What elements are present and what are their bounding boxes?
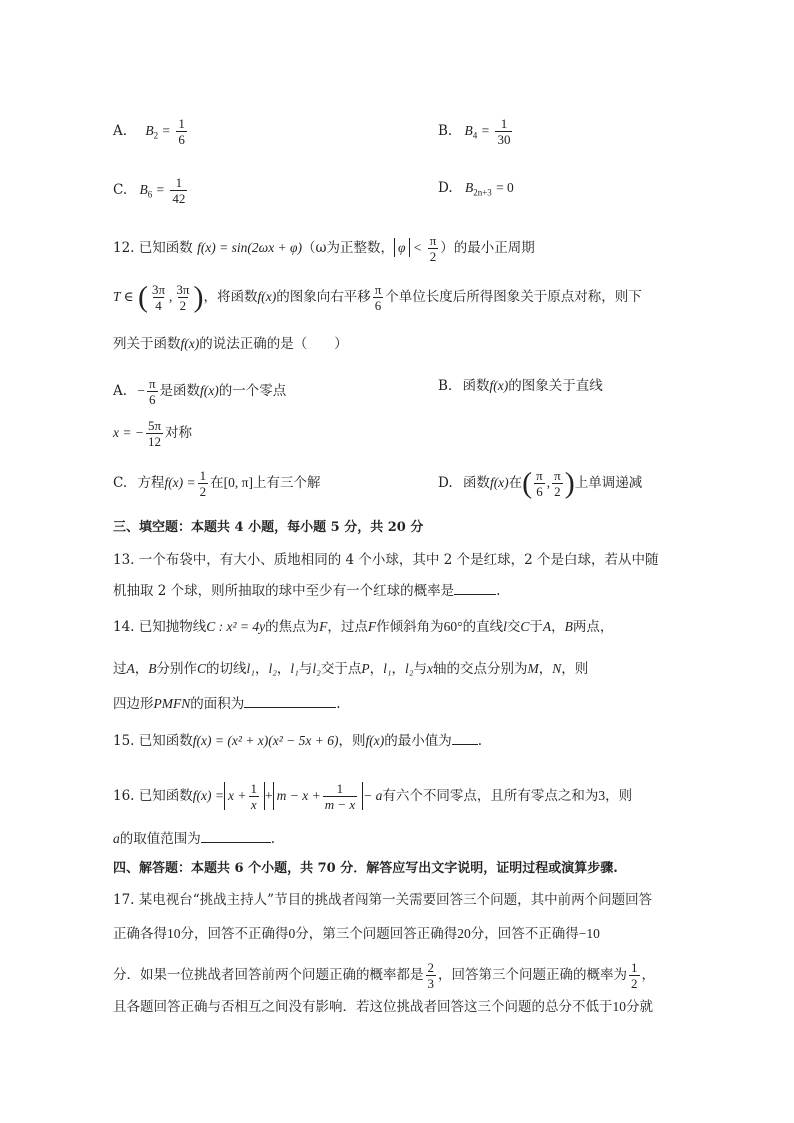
q16-line1: 16. 已知函数f(x) = x + $\frac{1}{x}$ + m − x + $\frac{1}{m - x}$ − a有六个不同零点，且所有零点之和为3，则 [113,781,633,812]
fraction: $\frac{1}{2}$ [631,960,638,991]
fraction: $\frac{5\pi}{12}$ [147,418,162,449]
q14-line1: 14. 已知抛物线C : x² = 4y的焦点为F，过点F作倾斜角为60°的直线l交C于A，B两点， [113,619,614,635]
q17-line4: 且各题回答正确与否相互之间没有影响．若这位挑战者回答这三个问题的总分不低于10分就 [113,999,653,1015]
fraction: $\frac{\pi}{2}$ [554,468,561,499]
fraction: $\frac{\pi}{6}$ [148,376,156,407]
answer-blank[interactable] [452,730,478,745]
answer-blank[interactable] [454,580,496,595]
q17-line1: 17. 某电视台“挑战主持人”节目的挑战者闯第一关需要回答三个问题，其中前两个问题回答 [113,892,653,908]
fraction: $\frac{1}{2}$ [199,468,207,499]
q12-stem-line2: T ∈ ( $\frac{3\pi}{4}$ , $\frac{3\pi}{2}$ )，将函数f(x)的图象向右平移 $\frac{\pi}{6}$ 个单位长度后所得图象关于原点对称，则下 [113,280,642,314]
absolute-value: x + $\frac{1}{x}$ [224,782,265,810]
q14-line3: 四边形PMFN的面积为 . [113,693,341,714]
q14-line2: 过A，B分别作C的切线l₁，l₂，l₁与l₂交于点P，l₁，l₂与x轴的交点分别为M，N，则 [113,661,589,677]
q12-option-b-cont: x = − $\frac{5\pi}{12}$ 对称 [113,418,193,449]
fraction: $\frac{\pi}{6}$ [536,468,543,499]
q17-line2: 正确各得10分，回答不正确得0分，第三个问题回答正确得20分，回答不正确得−10 [113,926,600,942]
q12-option-a: A. − $\frac{\pi}{6}$ 是函数f(x)的一个零点 [113,376,287,407]
fraction: $\frac{1}{42}$ [172,175,186,206]
section-heading-fill-in: 三、填空题：本题共 4 小题，每小题 5 分，共 20 分 [113,520,424,535]
q12-stem-line3: 列关于函数f(x)的说法正确的是（ ） [113,336,348,352]
q12-option-b: B. 函数f(x)的图象关于直线 [438,378,603,394]
fraction: $\frac{1}{x}$ [250,781,257,812]
fraction: $\frac{3\pi}{2}$ [176,282,190,313]
answer-blank[interactable] [244,693,336,708]
section-heading-solution: 四、解答题：本题共 6 个小题，共 70 分．解答应写出文字说明，证明过程或演算步骤. [113,861,618,876]
fraction: $\frac{\pi}{6}$ [374,282,382,313]
answer-blank[interactable] [201,828,271,843]
q16-line2: a的取值范围为 . [113,828,275,849]
fraction: $\frac{1}{m - x}$ [324,781,356,812]
q17-line3: 分．如果一位挑战者回答前两个问题正确的概率都是 $\frac{2}{3}$ ，回答第三个问题正确的概率为 $\frac{1}{2}$ ， [113,960,655,991]
fraction: $\frac{3\pi}{4}$ [151,282,166,313]
q13-line1: 13. 一个布袋中，有大小、质地相同的 4 个小球，其中 2 个是红球，2 个是白球，若从中随 [113,552,659,568]
q12-option-d: D. 函数f(x)在( $\frac{\pi}{6}$ , $\frac{\pi}{2}$ )上单调递减 [438,466,643,500]
q12-option-c: C. 方程f(x) = $\frac{1}{2}$ 在[0, π]上有三个解 [113,468,321,499]
q11-option-a: A. $B_2$ = $\frac{1}{6}$ [113,116,185,147]
q12-stem-line1: 12. 已知函数 f(x) = sin(2ωx + φ)（ω为正整数， φ < $\frac{\pi}{2}$ ）的最小正周期 [113,233,535,264]
fraction: $\frac{2}{3}$ [427,960,434,991]
fraction: $\frac{1}{6}$ [178,116,185,147]
fraction: $\frac{1}{30}$ [497,116,511,147]
q15-line: 15. 已知函数f(x) = (x² + x)(x² − 5x + 6)，则f(x)的最小值为 . [113,730,482,751]
q11-option-b: B. $B_4$ = $\frac{1}{30}$ [438,116,511,147]
q11-option-d: D. $B_{2n+3} = 0$ [438,180,514,198]
absolute-value: m − x + $\frac{1}{m - x}$ [273,782,364,810]
fraction: $\frac{\pi}{2}$ [429,233,437,264]
q13-line2: 机抽取 2 个球，则所抽取的球中至少有一个红球的概率是 . [113,580,500,601]
q11-option-c: C. $B_6$ = $\frac{1}{42}$ [113,175,186,206]
